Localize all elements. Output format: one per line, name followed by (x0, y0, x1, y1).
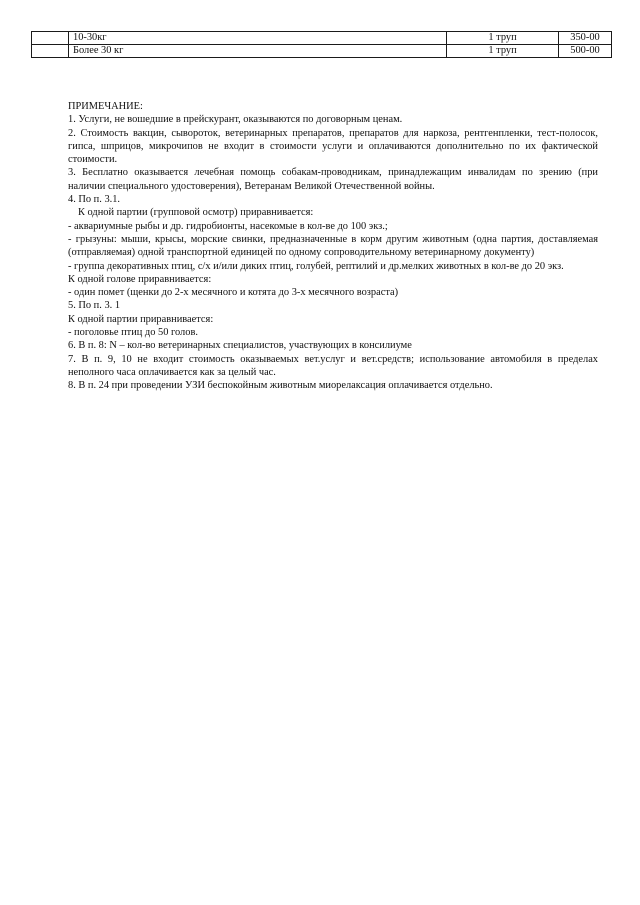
unit-cell: 1 труп (447, 32, 559, 45)
note-line: - грызуны: мыши, крысы, морские свинки, предназначенные в корм другим животным (одна партия, доставляемая (отправляемая) одной транспортной единицей по одному сопроводительному ветеринарному документу) (68, 233, 598, 259)
notes-section (68, 100, 598, 393)
note-line: 8. В п. 24 при проведении УЗИ беспокойным животным миорелаксация оплачивается отдельно. (68, 380, 493, 392)
table-row (32, 45, 612, 58)
note-line: 3. Бесплатно оказывается лечебная помощь собакам-проводникам, принадлежащим инвалидам по зрению (при наличии специального удостоверения), Ветеранам Великой Отечественной войны. (68, 167, 598, 192)
notes-heading: ПРИМЕЧАНИЕ: (68, 101, 143, 112)
note-line: 4. По п. 3.1. (68, 194, 121, 206)
service-cell: 10-30кг (69, 32, 447, 45)
note-line: 1. Услуги, не вошедшие в прейскурант, оказываются по договорным ценам. (68, 114, 403, 126)
price-cell: 350-00 (559, 32, 612, 45)
note-line: 6. В п. 8: N – кол-во ветеринарных специалистов, участвующих в консилиуме (68, 340, 412, 352)
number-cell (32, 32, 69, 45)
note-line: - аквариумные рыбы и др. гидробионты, насекомые в кол-ве до 100 экз.; (68, 220, 388, 232)
note-line: - поголовье птиц до 50 голов. (68, 327, 198, 339)
note-line: К одной голове приравнивается: (68, 273, 212, 285)
note-line: 2. Стоимость вакцин, сывороток, ветеринарных препаратов, препаратов для наркоза, рентгенпленки, тест-полосок, гипса, шприцов, микрочипов не входит в стоимости услуги и оплачиваются дополнительно по их фактической стоимости. (68, 127, 598, 166)
price-table (31, 31, 612, 58)
service-cell: Более 30 кг (69, 45, 447, 58)
note-line: 7. В п. 9, 10 не входит стоимость оказываемых вет.услуг и вет.средств; использование автомобиля в пределах неполного часа оплачивается как за целый час. (68, 353, 598, 378)
note-line: - один помет (щенки до 2-х месячного и котята до 3-х месячного возраста) (68, 287, 399, 299)
price-cell: 500-00 (559, 45, 612, 58)
unit-cell: 1 труп (447, 45, 559, 58)
note-line: - группа декоративных птиц, с/х и/или диких птиц, голубей, рептилий и др.мелких животных в кол-ве до 20 экз. (68, 260, 564, 272)
number-cell (32, 45, 69, 58)
note-line: К одной партии приравнивается: (68, 313, 214, 325)
note-line: К одной партии (групповой осмотр) приравнивается: (78, 207, 314, 219)
note-line: 5. По п. 3. 1 (68, 300, 121, 312)
table-row (32, 32, 612, 45)
